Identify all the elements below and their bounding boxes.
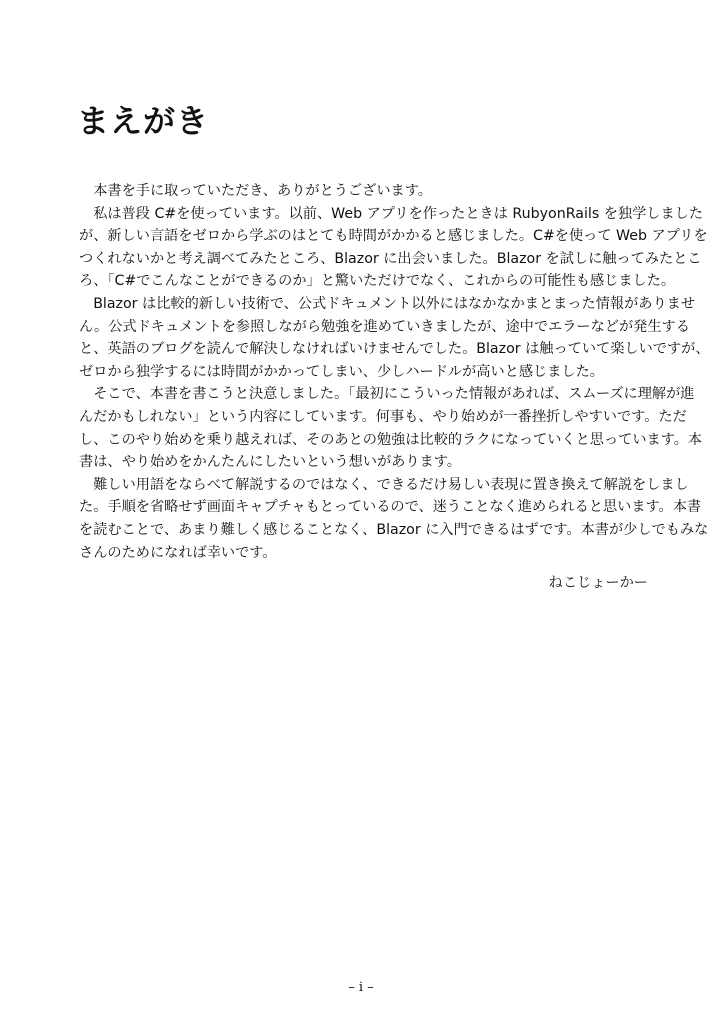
page-number: – i – [348,980,374,995]
text-line: を読むことで、あまり難しく感じることなく、Blazor に入門できるはずです。本書が少しでもみな [79,521,709,538]
text-line: し、このやり始めを乗り越えれば、そのあとの勉強は比較的ラクになっていくと思っています。本 [79,431,703,448]
text-line: が、新しい言語をゼロから学ぶのはとても時間がかかると感じました。C#を使って Web アプリを [79,228,708,245]
text-line: さんのためになれば幸いです。 [79,544,277,561]
page-title: まえがき [77,102,210,140]
text-line: ん。公式ドキュメントを参照しながら勉強を進めていきましたが、途中でエラーなどが発生する [79,318,690,335]
preface-body [79,180,710,564]
text-line: ゼロから独学するには時間がかかってしまい、少しハードルが高いと感じました。 [79,363,604,380]
text-line: Blazor は比較的新しい技術で、公式ドキュメント以外にはなかなかまとまった情報がありませ [79,295,696,312]
text-line: 難しい用語をならべて解説するのではなく、できるだけ易しい表現に置き換えて解説をしまし [79,476,689,493]
text-line: と、英語のブログを読んで解決しなければいけませんでした。Blazor は触っていて楽しいですが、 [79,341,710,358]
text-line: んだかもしれない」という内容にしています。何事も、やり始めが一番挫折しやすいです。ただ [79,408,687,425]
text-line: つくれないかと考え調べてみたところ、Blazor に出会いました。Blazor を試しに触ってみたとこ [79,250,702,267]
text-line: 本書を手に取っていただき、ありがとうございます。 [79,183,432,199]
author-signature: ねこじょーかー [548,575,648,591]
text-line: そこで、本書を書こうと決意しました。「最初にこういった情報があれば、スムーズに理解が進 [79,386,695,403]
text-line: 書は、やり始めをかんたんにしたいという想いがあります。 [79,454,461,471]
text-line: 私は普段 C#を使っています。以前、Web アプリを作ったときは RubyonRails を独学しました [79,205,704,222]
text-line: た。手順を省略せず画面キャプチャもとっているので、迷うことなく進められると思います。本書 [79,499,702,516]
text-line: ろ、「C#でこんなことができるのか」と驚いただけでなく、これからの可能性も感じました。 [79,273,676,290]
